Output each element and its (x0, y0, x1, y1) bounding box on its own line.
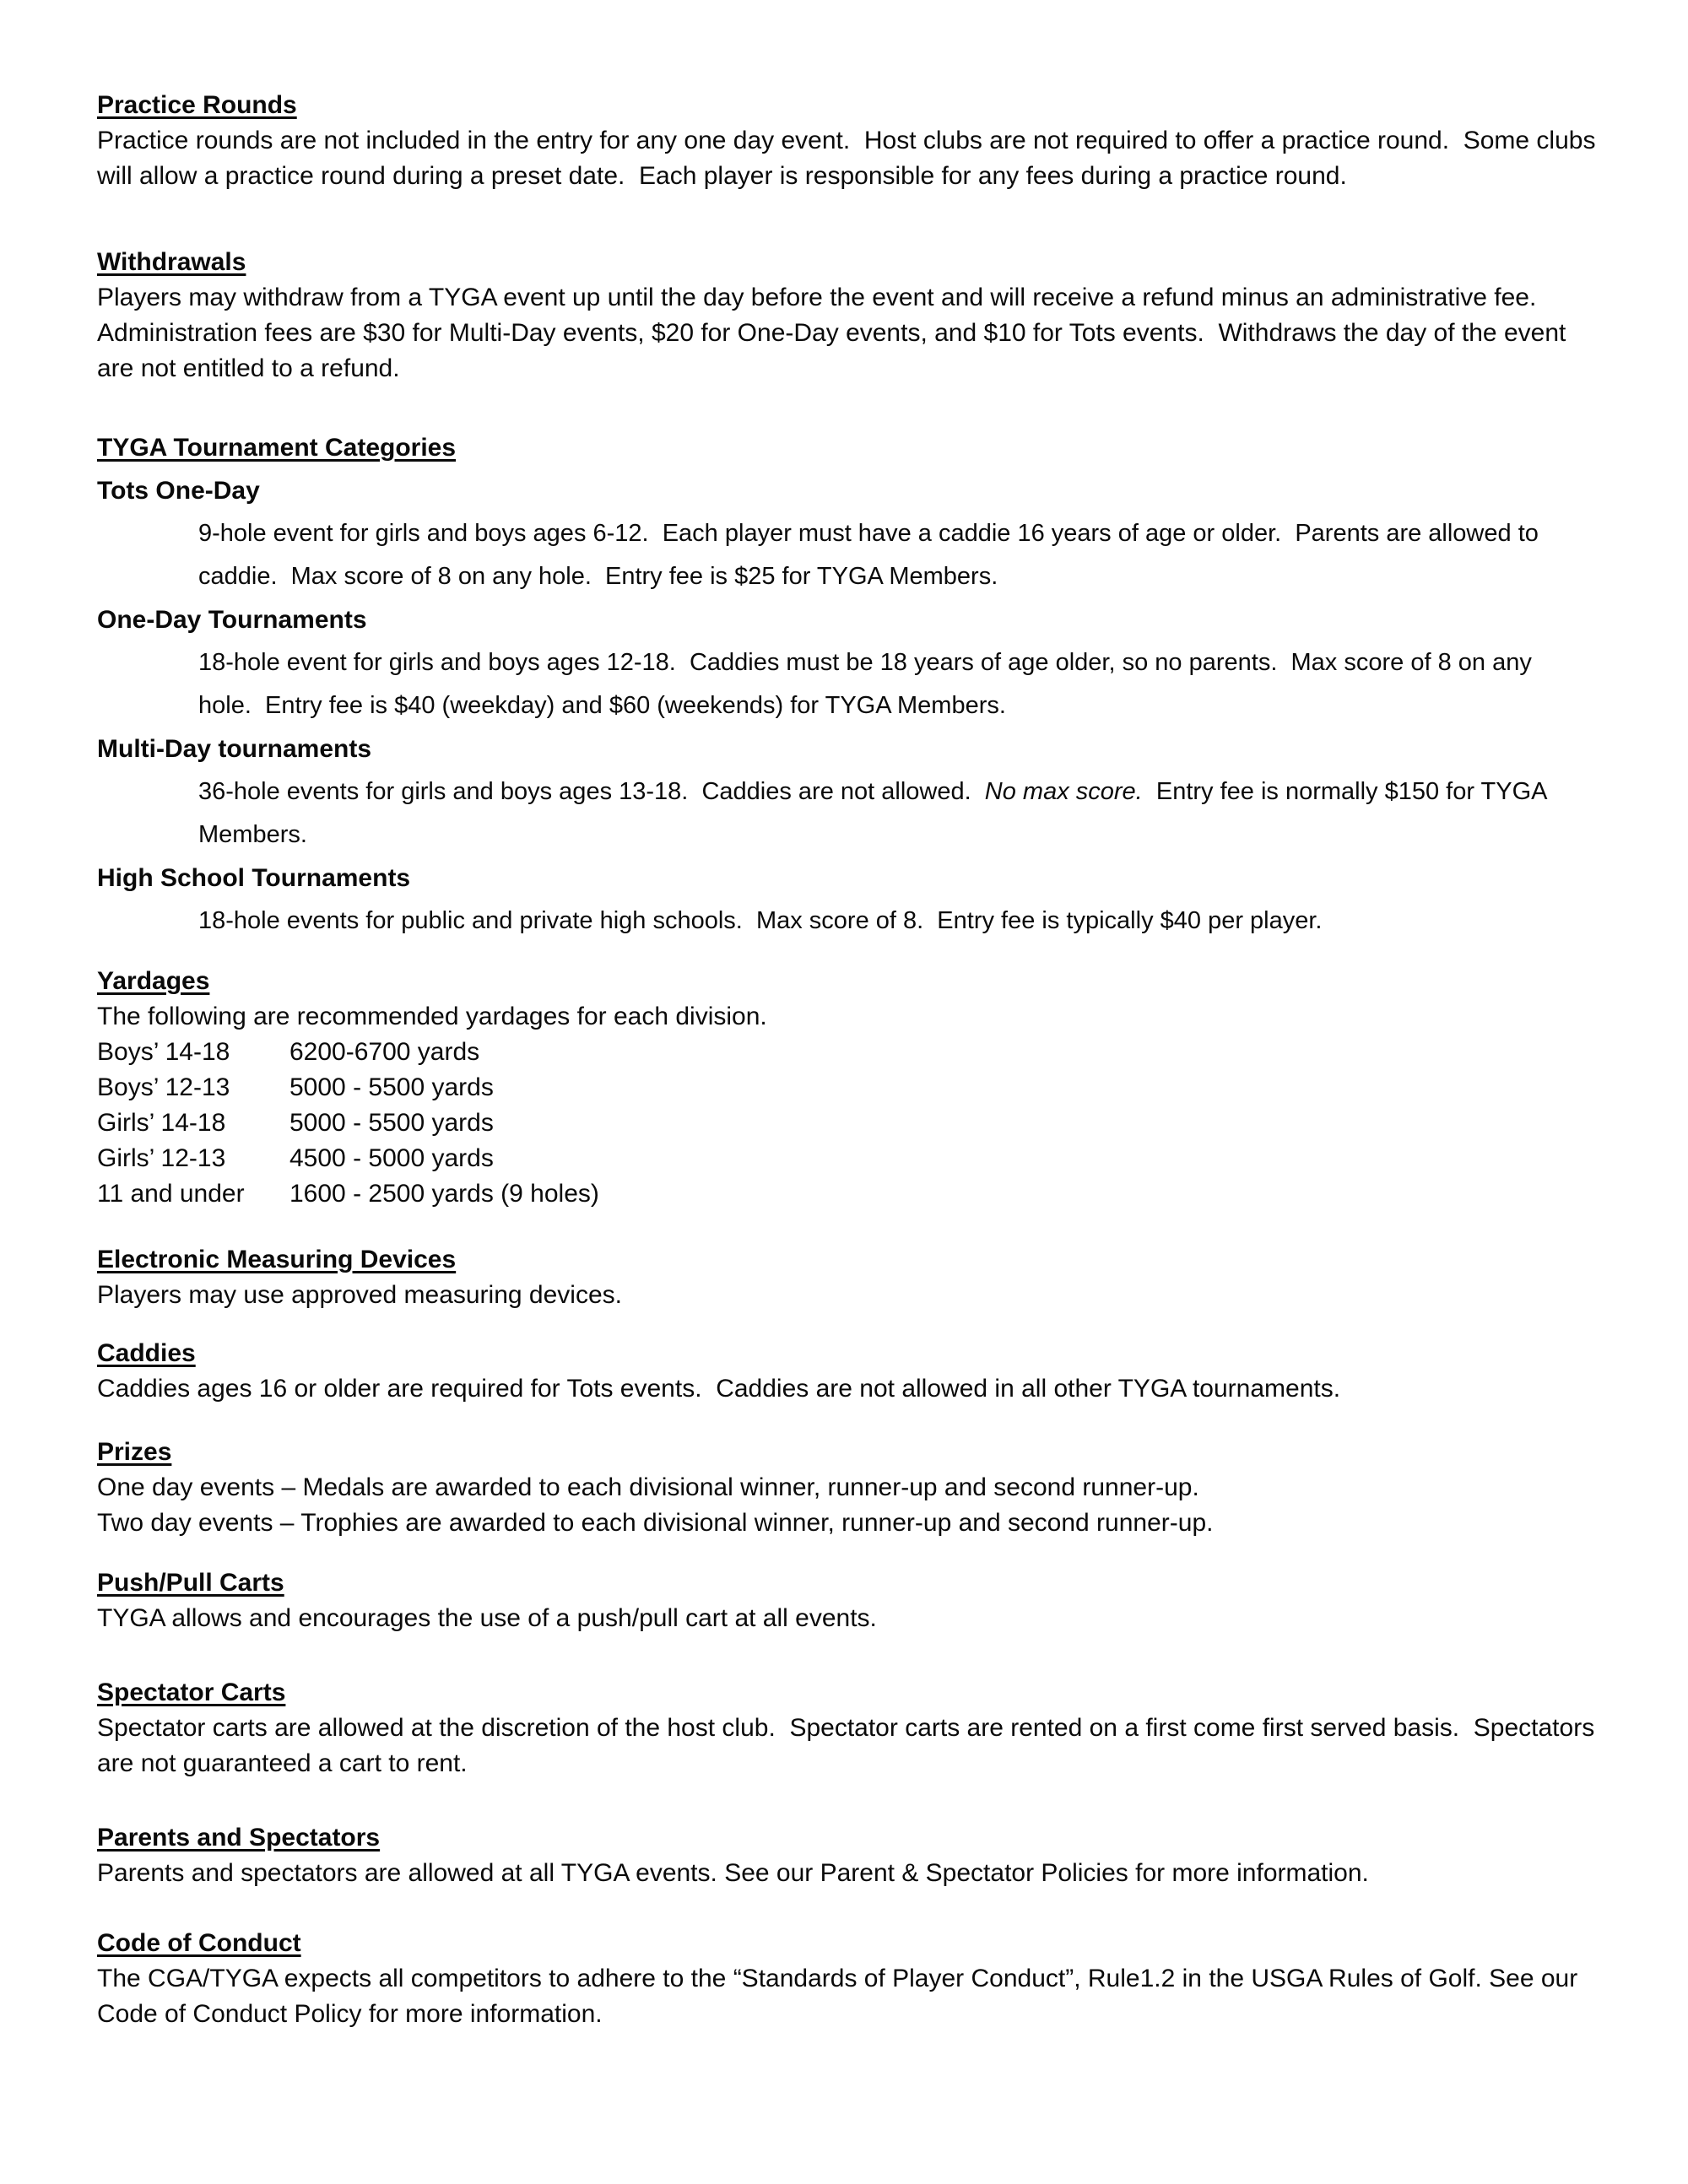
body-spectator-carts: Spectator carts are allowed at the discretion of the host club. Spectator carts are rented on a first come first served basis. Spectators are not guaranteed a cart to rent. (97, 1714, 1602, 1777)
heading-withdrawals: Withdrawals (97, 248, 246, 276)
section-parents-and-spectators (97, 1820, 1608, 1891)
yardage-row (97, 1141, 1608, 1176)
body-caddies: Caddies ages 16 or older are required for Tots events. Caddies are not allowed in all other TYGA tournaments. (97, 1375, 1341, 1403)
section-practice-rounds (97, 88, 1608, 194)
yardage-division: 11 and under (97, 1180, 245, 1208)
heading-prizes: Prizes (97, 1438, 172, 1466)
section-caddies (97, 1336, 1608, 1407)
subheading-multi-day-tournaments: Multi-Day tournaments (97, 735, 372, 763)
body-withdrawals: Players may withdraw from a TYGA event up until the day before the event and will receive a refund minus an administrative fee. Administration fees are $30 for Multi-Day events, $20 for One-Day events, and $10 for Tots events. Withdraws the day of the event are not entitled to a refund. (97, 284, 1573, 382)
multi-day-text-after: Entry fee is normally $150 for TYGA Members. (198, 778, 1553, 848)
yardages-intro: The following are recommended yardages for each division. (97, 1003, 767, 1030)
body-push-pull-carts: TYGA allows and encourages the use of a push/pull cart at all events. (97, 1604, 877, 1632)
body-one-day-tournaments: 18-hole event for girls and boys ages 12-18. Caddies must be 18 years of age older, so no parents. Max score of 8 on any hole. Entry fee is $40 (weekday) and $60 (weekends) for TYGA Members. (198, 649, 1539, 719)
heading-tournament-categories: TYGA Tournament Categories (97, 434, 457, 462)
body-high-school-tournaments: 18-hole events for public and private high schools. Max score of 8. Entry fee is typically $40 per player. (198, 907, 1323, 934)
yardage-row (97, 1176, 1608, 1212)
heading-practice-rounds: Practice Rounds (97, 91, 297, 119)
multi-day-text-before: 36-hole events for girls and boys ages 13-18. Caddies are not allowed. (198, 778, 985, 805)
section-yardages (97, 964, 1608, 1212)
heading-push-pull-carts: Push/Pull Carts (97, 1569, 284, 1597)
section-withdrawals (97, 245, 1608, 387)
yardage-range: 6200-6700 yards (289, 1038, 480, 1066)
yardage-division: Girls’ 12-13 (97, 1144, 226, 1172)
section-code-of-conduct (97, 1926, 1608, 2032)
section-measuring-devices (97, 1242, 1608, 1313)
yardage-row (97, 1106, 1608, 1141)
multi-day-text-italic: No max score. (984, 778, 1143, 805)
yardage-row (97, 1070, 1608, 1106)
subheading-tots-one-day: Tots One-Day (97, 477, 260, 505)
yardage-division: Boys’ 12-13 (97, 1073, 230, 1101)
section-prizes (97, 1435, 1608, 1541)
yardage-division: Boys’ 14-18 (97, 1038, 230, 1066)
heading-measuring-devices: Electronic Measuring Devices (97, 1246, 457, 1273)
heading-code-of-conduct: Code of Conduct (97, 1929, 301, 1957)
body-code-of-conduct: The CGA/TYGA expects all competitors to adhere to the “Standards of Player Conduct”, Rule1.2 in the USGA Rules of Golf. See our Code of Conduct Policy for more information. (97, 1965, 1585, 2028)
section-push-pull-carts (97, 1565, 1608, 1636)
heading-spectator-carts: Spectator Carts (97, 1679, 286, 1706)
body-tots-one-day: 9-hole event for girls and boys ages 6-12. Each player must have a caddie 16 years of age or older. Parents are allowed to caddie. Max score of 8 on any hole. Entry fee is $25 for TYGA Members. (198, 520, 1545, 590)
yardage-row (97, 1035, 1608, 1070)
section-spectator-carts (97, 1675, 1608, 1781)
yardage-range: 5000 - 5500 yards (289, 1109, 494, 1137)
heading-caddies: Caddies (97, 1339, 196, 1367)
heading-yardages: Yardages (97, 967, 210, 995)
subheading-one-day-tournaments: One-Day Tournaments (97, 606, 367, 634)
prizes-one-day-line: One day events – Medals are awarded to each divisional winner, runner-up and second runner-up. (97, 1473, 1199, 1501)
yardage-division: Girls’ 14-18 (97, 1109, 226, 1137)
body-practice-rounds: Practice rounds are not included in the entry for any one day event. Host clubs are not required to offer a practice round. Some clubs will allow a practice round during a preset date. Each player is responsible for any fees during a practice round. (97, 127, 1603, 190)
subheading-high-school-tournaments: High School Tournaments (97, 864, 411, 892)
yardage-range: 4500 - 5000 yards (289, 1144, 494, 1172)
body-multi-day-tournaments (198, 770, 1591, 857)
heading-parents-and-spectators: Parents and Spectators (97, 1824, 381, 1852)
body-measuring-devices: Players may use approved measuring devices. (97, 1281, 622, 1309)
body-parents-and-spectators: Parents and spectators are allowed at all TYGA events. See our Parent & Spectator Policies for more information. (97, 1859, 1369, 1887)
yardage-range: 5000 - 5500 yards (289, 1073, 494, 1101)
prizes-two-day-line: Two day events – Trophies are awarded to each divisional winner, runner-up and second runner-up. (97, 1509, 1214, 1537)
yardage-range: 1600 - 2500 yards (9 holes) (289, 1180, 599, 1208)
section-tournament-categories (97, 426, 1608, 943)
